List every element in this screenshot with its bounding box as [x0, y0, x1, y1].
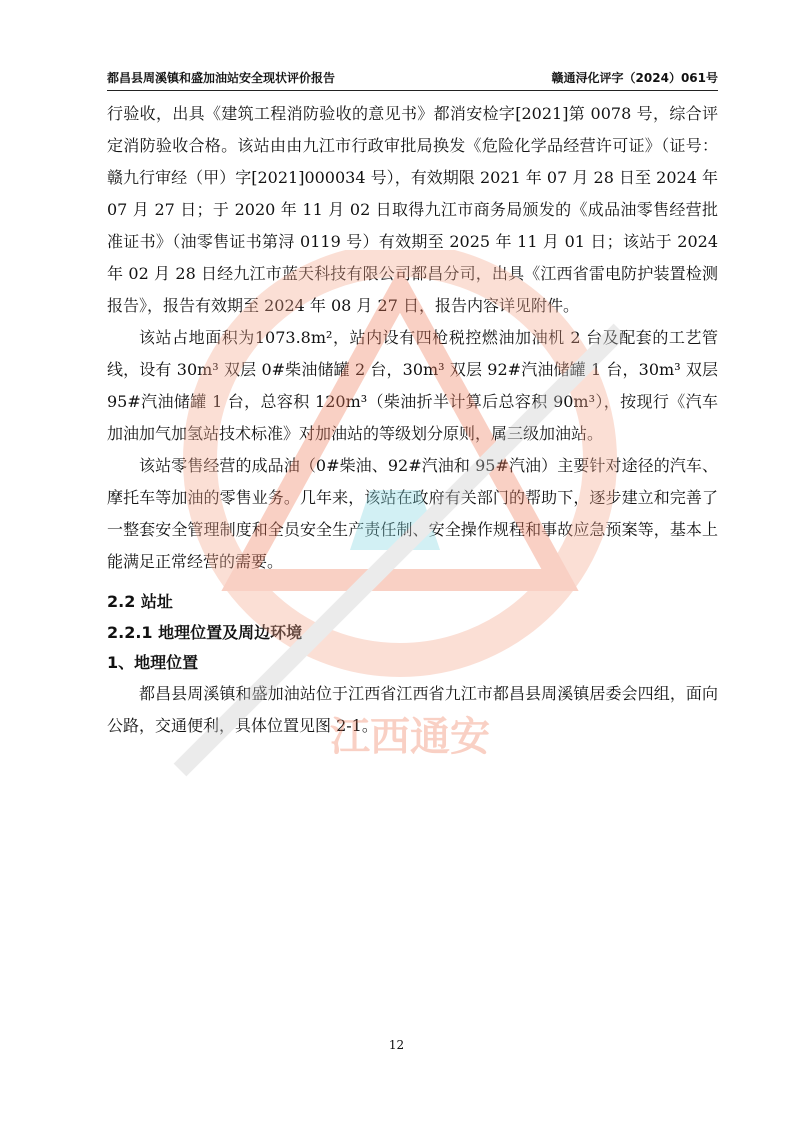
page-number: 12 — [388, 1038, 405, 1052]
paragraph-acceptance: 行验收，出具《建筑工程消防验收的意见书》都消安检字[2021]第 0078 号，综合评定消防验收合格。该站由由九江市行政审批局换发《危险化学品经营许可证》（证号：赣九行审经（甲）字[2021]000034 号），有效期限 2021 年 07 月 28 日至 2024 年 07 月 27 日；于 2020 年 11 月 02 日取得九江市商务局颁发的《成品油零售经营批准证书》（油零售证书第浔 0119 号）有效期至 2025 年 11 月 01 日；该站于 2024 年 02 月 28 日经九江市蓝天科技有限公司都昌分司，出具《江西省雷电防护装置检测报告》，报告有效期至 2024 年 08 月 27 日，报告内容详见附件。 — [107, 104, 718, 315]
paragraph-station-facilities: 该站占地面积为1073.8m²，站内设有四枪税控燃油加油机 2 台及配套的工艺管线，设有 30m³ 双层 0#柴油储罐 2 台，30m³ 双层 92#汽油储罐 1 台，30m³ 双层 95#汽油储罐 1 台，总容积 120m³（柴油折半计算后总容积 90m³），按现行《汽车加油加气加氢站技术标准》对加油站的等级划分原则，属三级加油站。 — [107, 328, 718, 443]
header-report-title: 都昌县周溪镇和盛加油站安全现状评价报告 — [107, 71, 336, 85]
section-heading-2-2-1: 2.2.1 地理位置及周边环境 — [107, 623, 303, 642]
page-header — [107, 66, 718, 91]
subsection-heading-location: 1、地理位置 — [107, 653, 199, 672]
section-heading-2-2: 2.2 站址 — [107, 592, 173, 611]
paragraph-business-scope: 该站零售经营的成品油（0#柴油、92#汽油和 95#汽油）主要针对途径的汽车、摩托车等加油的零售业务。几年来，该站在政府有关部门的帮助下，逐步建立和完善了一整套安全管理制度和全员安全生产责任制、安全操作规程和事故应急预案等，基本上能满足正常经营的需要。 — [107, 456, 718, 571]
header-document-number: 赣通浔化评字（2024）061号 — [551, 71, 718, 85]
paragraph-location: 都昌县周溪镇和盛加油站位于江西省江西省九江市都昌县周溪镇居委会四组，面向公路，交通便利，具体位置见图 2-1。 — [107, 684, 718, 735]
seal-text: 江西通安 — [330, 714, 490, 760]
document-body — [107, 98, 718, 742]
